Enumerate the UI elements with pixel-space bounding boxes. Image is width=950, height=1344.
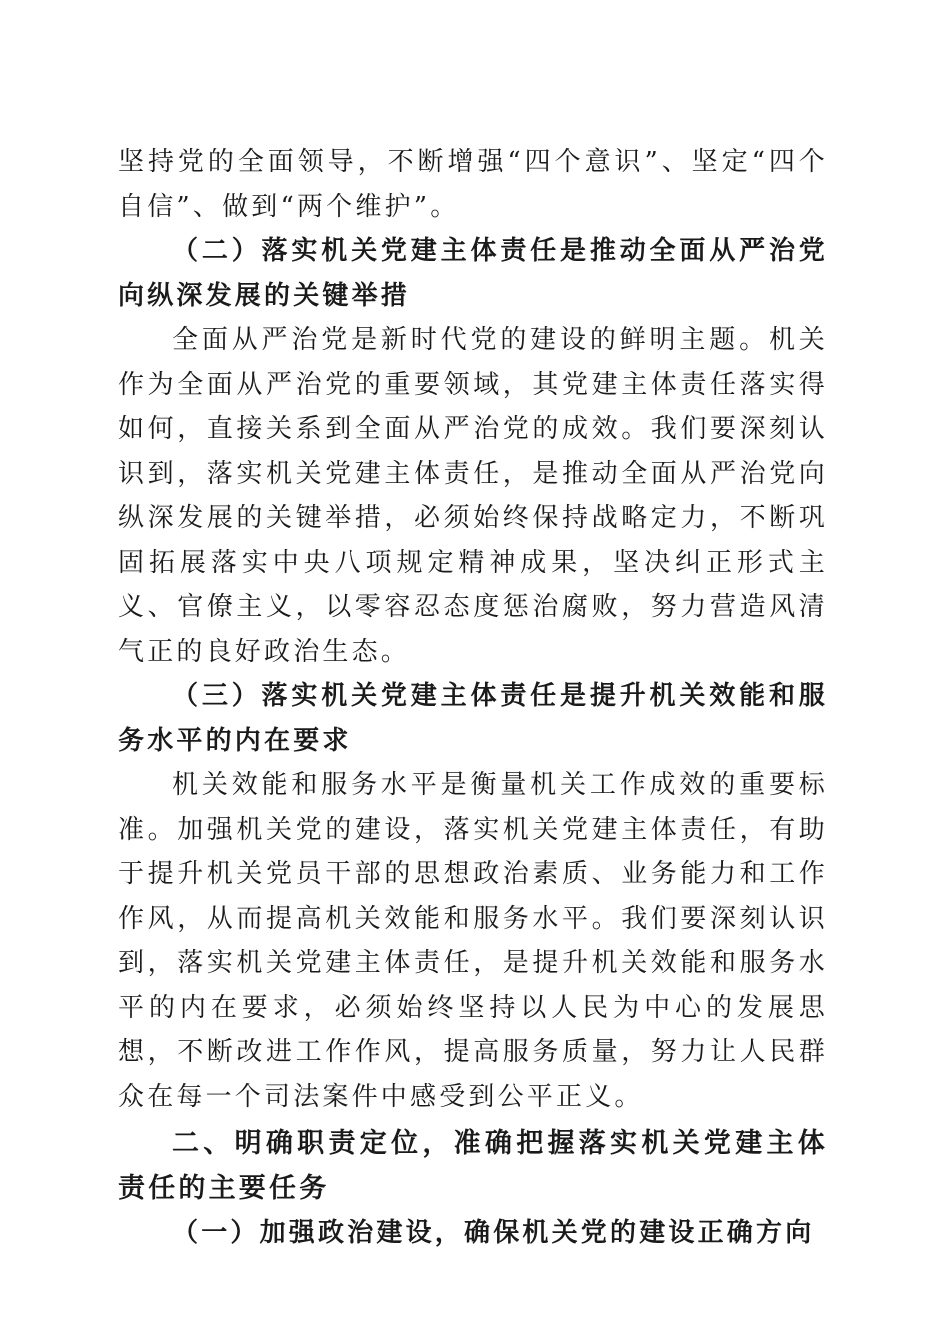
- section-heading-2: 二、明确职责定位，准确把握落实机关党建主体责任的主要任务: [118, 1128, 828, 1204]
- sub-heading-1-3: （三）落实机关党建主体责任是提升机关效能和服务水平的内在要求: [118, 681, 828, 756]
- sub-heading-1-2: （二）落实机关党建主体责任是推动全面从严治党向纵深发展的关键举措: [118, 236, 828, 311]
- document-body: [118, 140, 828, 1256]
- sub-heading-2-1: （一）加强政治建设，确保机关党的建设正确方向: [172, 1218, 815, 1248]
- paragraph-1-2: 全面从严治党是新时代党的建设的鲜明主题。机关作为全面从严治党的重要领域，其党建主体责任落实得如何，直接关系到全面从严治党的成效。我们要深刻认识到，落实机关党建主体责任，是推动全面从严治党向纵深发展的关键举措，必须始终保持战略定力，不断巩固拓展落实中央八项规定精神成果，坚决纠正形式主义、官僚主义，以零容忍态度惩治腐败，努力营造风清气正的良好政治生态。: [118, 325, 828, 667]
- paragraph-1-3: 机关效能和服务水平是衡量机关工作成效的重要标准。加强机关党的建设，落实机关党建主体责任，有助于提升机关党员干部的思想政治素质、业务能力和工作作风，从而提高机关效能和服务水平。我们要深刻认识到，落实机关党建主体责任，是提升机关效能和服务水平的内在要求，必须始终坚持以人民为中心的发展思想，不断改进工作作风，提高服务质量，努力让人民群众在每一个司法案件中感受到公平正义。: [118, 770, 828, 1112]
- paragraph-intro-tail: 坚持党的全面领导，不断增强“四个意识”、坚定“四个自信”、做到“两个维护”。: [118, 147, 828, 222]
